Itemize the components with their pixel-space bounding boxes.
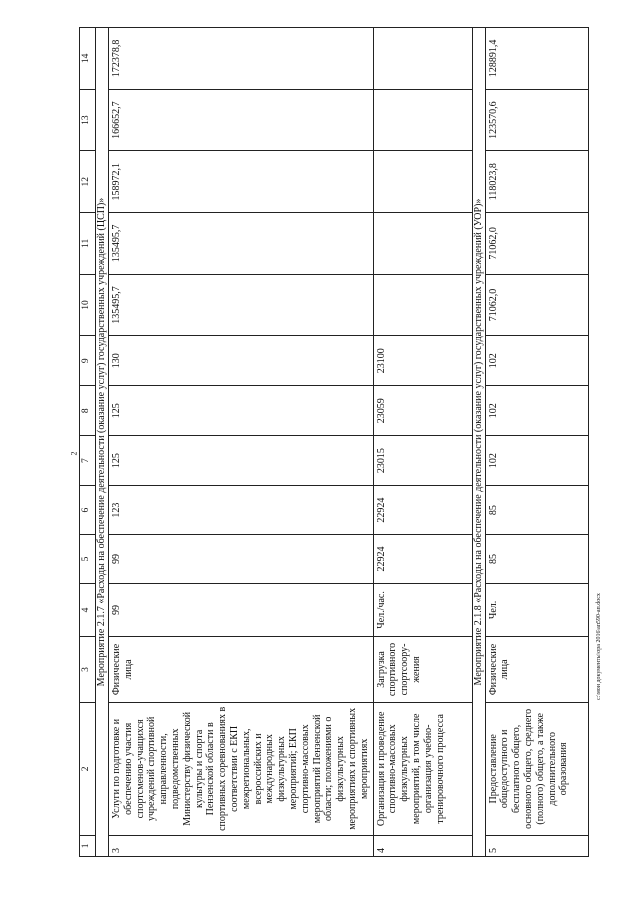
value-cell: 99 [109,535,374,584]
col-header-6: 6 [80,486,96,535]
value-cell [373,89,472,151]
row-number: 4 [373,835,472,856]
value-cell: 128891,4 [485,28,588,90]
consumer-category: Физические лица [485,637,588,703]
value-cell [373,274,472,336]
value-cell: 158972,1 [109,151,374,213]
value-cell: 22924 [373,535,472,584]
value-cell: 130 [109,336,374,386]
value-cell: 23100 [373,336,472,386]
unit-cell: Чел. [485,583,588,636]
service-description: Организация и проведение спортивно-массовых физкультурных мероприятий, в том числе организация учебно-тренировочного процесса [373,702,472,835]
value-cell: 85 [485,486,588,535]
value-cell: 135495,7 [109,274,374,336]
col-header-9: 9 [80,336,96,386]
section-heading-2: Мероприятие 2.1.8 «Расходы на обеспечение деятельности (оказание услуг) государственных учреждений (УОР)» [472,28,485,857]
value-cell: 172378,8 [109,28,374,90]
col-header-2: 2 [80,702,96,835]
table-row [109,28,374,857]
service-description: Предоставление общедоступного и бесплатного общего, основного общего, среднего (полного) общего, а также дополнительного образования [485,702,588,835]
value-cell: 118023,8 [485,151,588,213]
row-number: 3 [109,835,374,856]
value-cell: 125 [109,386,374,436]
section-row [96,28,109,857]
value-cell: 102 [485,336,588,386]
unit-cell: Чел./час. [373,583,472,636]
value-cell: 102 [485,436,588,486]
col-header-3: 3 [80,637,96,703]
col-header-11: 11 [80,213,96,275]
col-header-1: 1 [80,835,96,856]
value-cell: 23059 [373,386,472,436]
value-cell: 71062,0 [485,274,588,336]
col-header-8: 8 [80,386,96,436]
page-number: 2 [69,451,79,456]
value-cell: 23015 [373,436,472,486]
col-header-5: 5 [80,535,96,584]
value-cell: 125 [109,436,374,486]
consumer-category: Физические лица [109,637,374,703]
col-header-12: 12 [80,151,96,213]
rotated-table-container [79,27,587,857]
row-number: 5 [485,835,588,856]
unit-cell: 99 [109,583,374,636]
table-row [485,28,588,857]
value-cell: 22924 [373,486,472,535]
value-cell: 123570,6 [485,89,588,151]
consumer-category: Загрузка спортивного спортсоору-жения [373,637,472,703]
section-row [472,28,485,857]
value-cell [373,28,472,90]
value-cell: 85 [485,535,588,584]
value-cell: 166652,7 [109,89,374,151]
column-number-row [80,28,96,857]
service-description: Услуги по подготовке и обеспечению участия спортсменов-учащихся учреждений спортивной направленности, подведомственных Министерству физической культуры и спорта Пензенской области в спортивных соревнованиях в соответствии с ЕКП межрегиональных, всероссийских и международных физкультурных мероприятий; ЕКП спортивно-массовых мероприятий Пензенской области; положениями о физкультурных мероприятиях и спортивных мероприятиях [109,702,374,835]
col-header-4: 4 [80,583,96,636]
table-row [373,28,472,857]
value-cell: 135495,7 [109,213,374,275]
value-cell: 123 [109,486,374,535]
col-header-10: 10 [80,274,96,336]
col-header-14: 14 [80,28,96,90]
value-cell: 71062,0 [485,213,588,275]
measures-table [79,27,589,857]
section-heading-1: Мероприятие 2.1.7 «Расходы на обеспечение деятельности (оказание услуг) государственных учреждений (ЦСП)» [96,28,109,857]
value-cell: 102 [485,386,588,436]
value-cell [373,151,472,213]
col-header-7: 7 [80,436,96,486]
value-cell [373,213,472,275]
footer-file-path: c:\мои документы\ора 2016\ап590-ап.docx [596,593,602,700]
col-header-13: 13 [80,89,96,151]
